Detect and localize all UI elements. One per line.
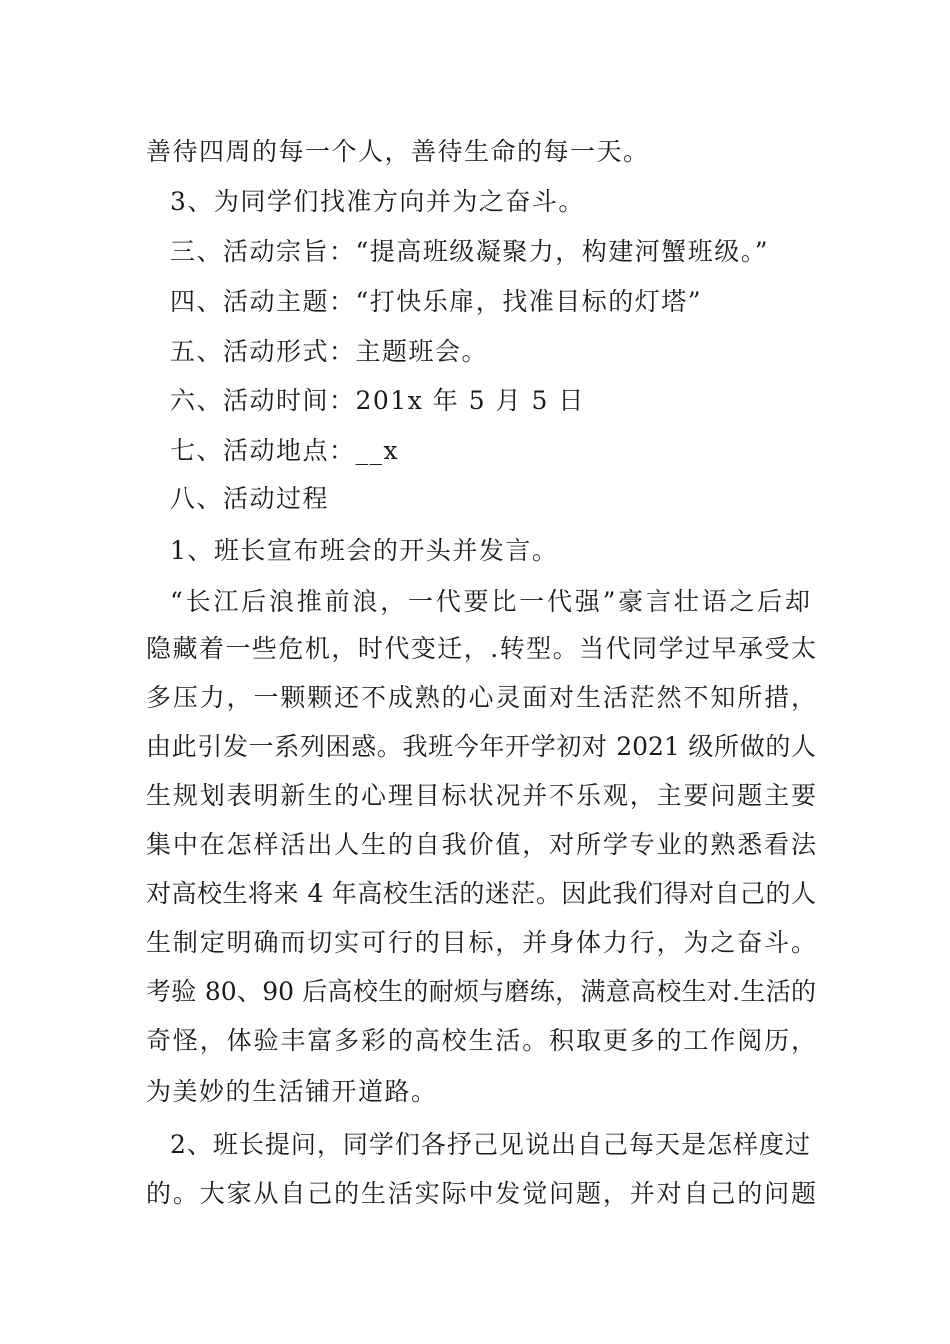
text-line-18: 考验 80、90 后高校生的耐烦与磨练，满意高校生对.生活的 xyxy=(146,977,816,1006)
text-line-15: 集中在怎样活出人生的自我价值，对所学专业的熟悉看法 xyxy=(146,830,816,859)
text-line-19: 奇怪，体验丰富多彩的高校生活。积取更多的工作阅历， xyxy=(146,1026,816,1055)
text-line-11: 隐藏着一些危机，时代变迁，.转型。当代同学过早承受太 xyxy=(146,634,816,663)
text-line-4: 四、活动主题：“打快乐扉，找准目标的灯塔” xyxy=(170,287,703,316)
text-line-3: 三、活动宗旨：“提高班级凝聚力，构建河蟹班级。” xyxy=(170,237,770,266)
text-line-16: 对高校生将来 4 年高校生活的迷茫。因此我们得对自己的人 xyxy=(146,879,816,908)
text-line-14: 生规划表明新生的心理目标状况并不乐观，主要问题主要 xyxy=(146,781,816,810)
text-line-5: 五、活动形式：主题班会。 xyxy=(170,337,489,366)
text-line-22: 的。大家从自己的生活实际中发觉问题，并对自己的问题 xyxy=(146,1179,816,1208)
text-line-13: 由此引发一系列困惑。我班今年开学初对 2021 级所做的人 xyxy=(146,732,816,761)
text-line-21: 2、班长提问，同学们各抒己见说出自己每天是怎样度过 xyxy=(170,1130,810,1159)
text-line-8: 八、活动过程 xyxy=(170,484,330,513)
text-line-6: 六、活动时间：201x 年 5 月 5 日 xyxy=(170,386,585,415)
text-line-12: 多压力，一颗颗还不成熟的心灵面对生活茫然不知所措， xyxy=(146,683,816,712)
text-line-10: “长江后浪推前浪，一代要比一代强”豪言壮语之后却 xyxy=(170,587,810,616)
text-line-9: 1、班长宣布班会的开头并发言。 xyxy=(170,536,559,565)
text-line-7: 七、活动地点：__x xyxy=(170,436,400,465)
text-line-20: 为美妙的生活铺开道路。 xyxy=(146,1077,438,1106)
text-line-2: 3、为同学们找准方向并为之奋斗。 xyxy=(170,187,585,216)
text-line-1: 善待四周的每一个人，善待生命的每一天。 xyxy=(146,137,650,166)
text-line-17: 生制定明确而切实可行的目标，并身体力行，为之奋斗。 xyxy=(146,928,816,957)
